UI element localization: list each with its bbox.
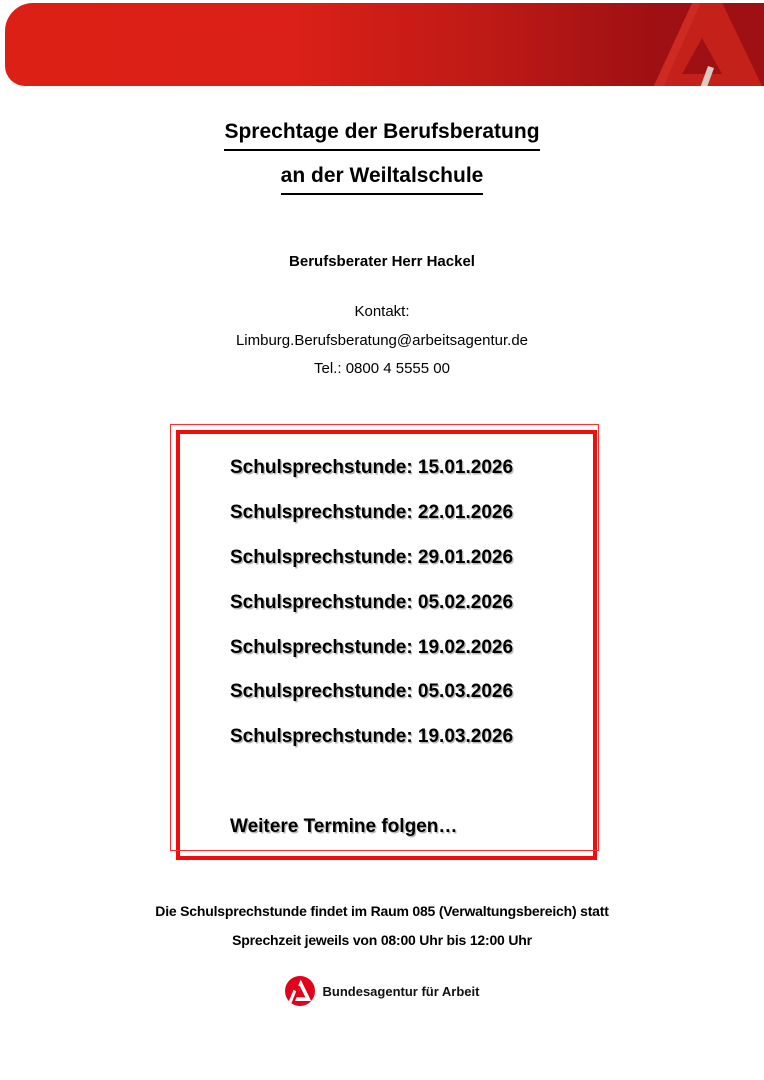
more-dates-note: Weitere Termine folgen… xyxy=(230,815,458,837)
appointment-item: Schulsprechstunde: 22.01.2026 xyxy=(230,502,514,524)
appointment-item: Schulsprechstunde: 19.03.2026 xyxy=(230,726,514,748)
room-info: Die Schulsprechstunde findet im Raum 085 (Verwaltungsbereich) statt xyxy=(155,903,609,919)
contact-email: Limburg.Berufsberatung@arbeitsagentur.de xyxy=(235,332,529,349)
contact-label: Kontakt: xyxy=(354,303,410,320)
title-text-2: an der Weiltalschule xyxy=(281,163,484,195)
appointments-box xyxy=(176,430,597,860)
appointment-item: Schulsprechstunde: 29.01.2026 xyxy=(230,546,514,568)
advisor-name: Berufsberater Herr Hackel xyxy=(289,253,475,270)
appointment-item: Schulsprechstunde: 15.01.2026 xyxy=(230,457,514,479)
time-info: Sprechzeit jeweils von 08:00 Uhr bis 12:00 Uhr xyxy=(232,932,532,948)
appointment-item: Schulsprechstunde: 05.03.2026 xyxy=(230,681,514,703)
page-title-line-2 xyxy=(0,163,764,195)
brand-logo-label: Bundesagentur für Arbeit xyxy=(322,983,480,999)
brand-logo xyxy=(0,976,764,1006)
appointment-item: Schulsprechstunde: 05.02.2026 xyxy=(230,591,514,613)
header-banner xyxy=(5,3,764,86)
title-text-1: Sprechtage der Berufsberatung xyxy=(224,119,539,151)
bundesagentur-logo-icon xyxy=(285,976,315,1006)
page-title-line-1 xyxy=(0,119,764,151)
appointment-item: Schulsprechstunde: 19.02.2026 xyxy=(230,636,514,658)
appointments-list xyxy=(230,446,593,760)
agentur-a-icon xyxy=(624,3,764,86)
contact-phone: Tel.: 0800 4 5555 00 xyxy=(314,360,450,377)
